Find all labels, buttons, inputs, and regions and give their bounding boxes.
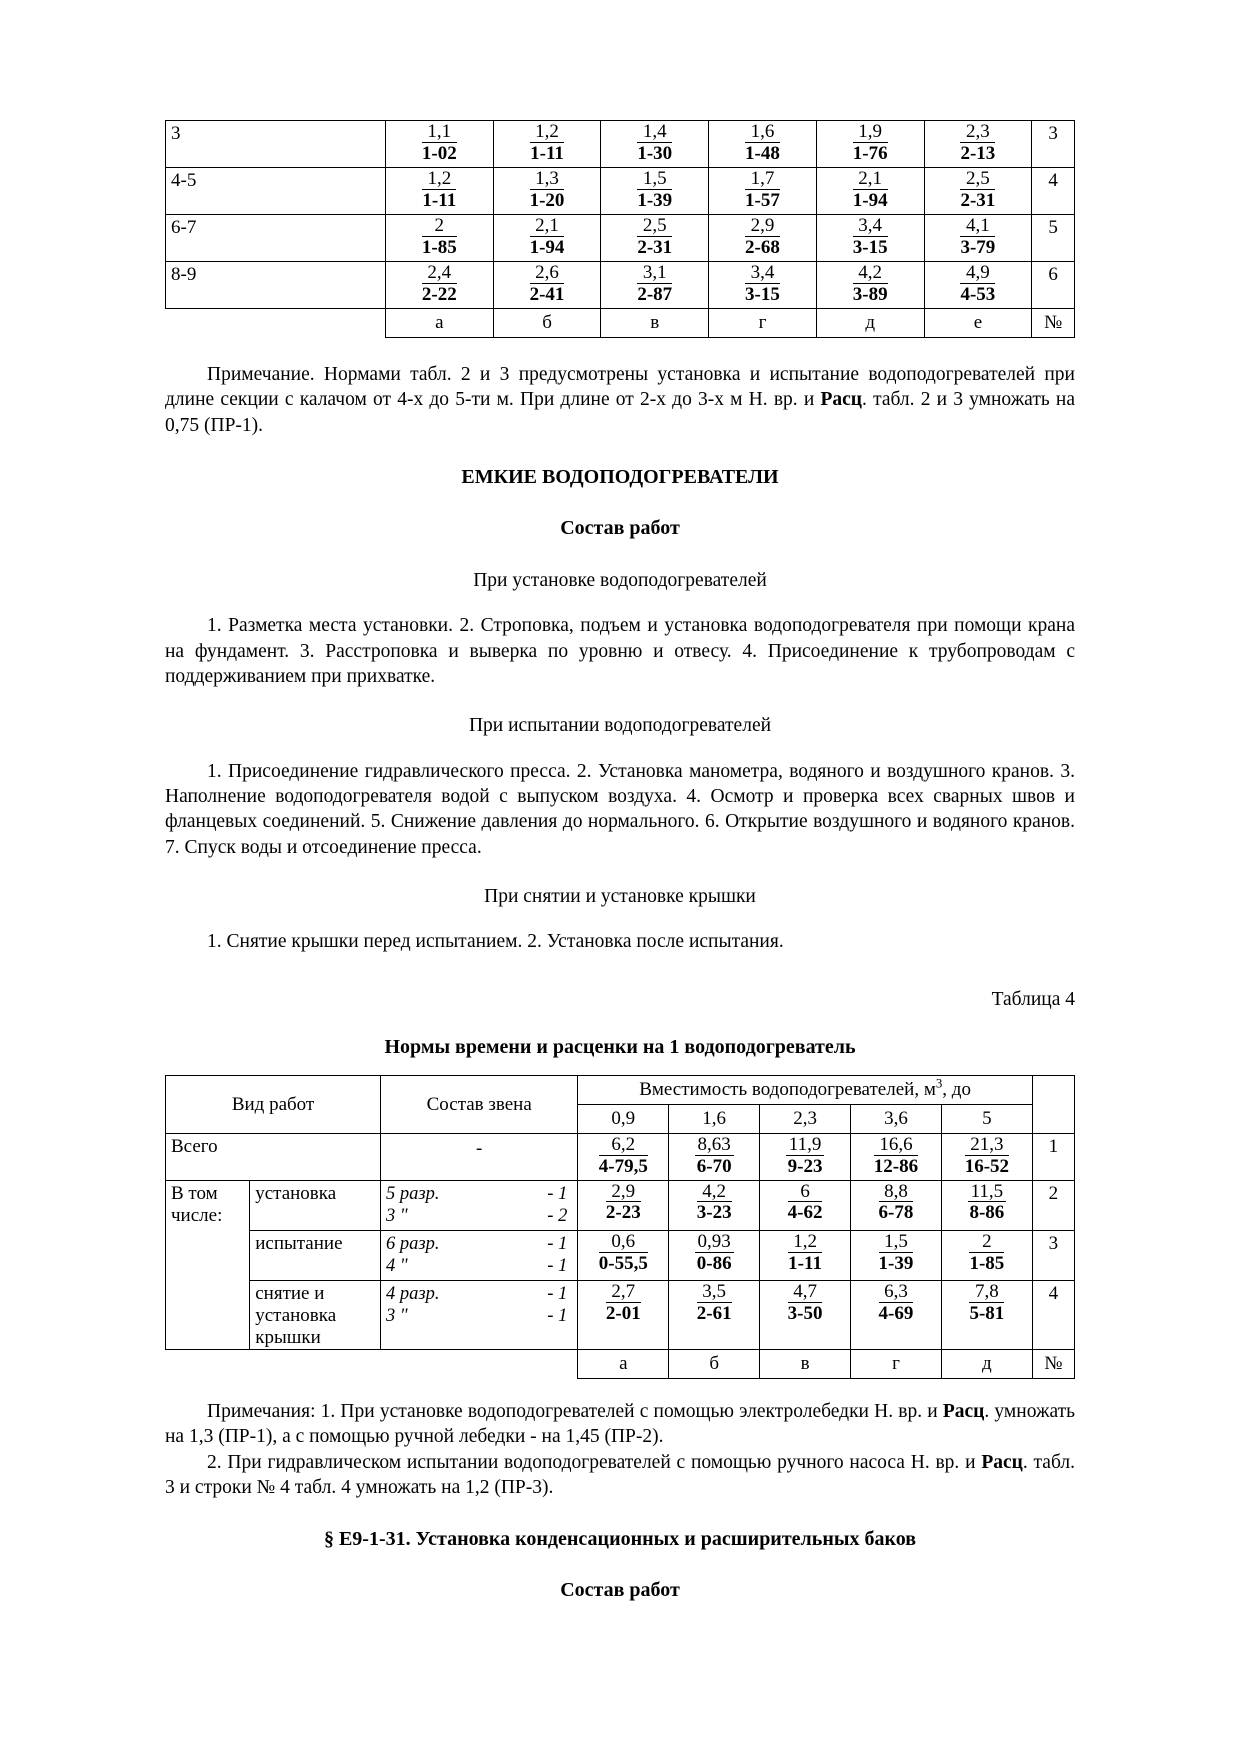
column-letter: в [760, 1349, 851, 1378]
crew-composition [381, 1180, 578, 1230]
time-norm: 1,9 [853, 122, 888, 143]
norm-fraction [745, 215, 780, 261]
norm-fraction [853, 168, 888, 214]
header-capacity: Вместимость водоподогревателей, $м^3$, до [578, 1076, 1033, 1105]
table-row [166, 121, 1075, 168]
norm-fraction [422, 121, 457, 167]
price-rate: 1-94 [529, 236, 565, 258]
price-rate: 1-48 [745, 142, 780, 164]
time-norm: 1,4 [637, 122, 672, 143]
table-cell [601, 215, 709, 262]
table-cell [924, 168, 1032, 215]
crew-grade: 4 " [386, 1256, 408, 1277]
price-rate: 3-15 [852, 236, 888, 258]
column-letter: д [816, 309, 924, 338]
norm-fraction [960, 168, 995, 214]
time-norm: 0,6 [599, 1232, 648, 1253]
column-letter: в [601, 309, 709, 338]
row-label: 3 [166, 121, 386, 168]
crew-line [386, 1255, 573, 1278]
superscript-3: 3 [935, 1075, 943, 1091]
crew-count: - 1 [547, 1256, 568, 1277]
table-cell [578, 1230, 669, 1280]
table-cell [924, 121, 1032, 168]
price-rate: 2-23 [605, 1202, 641, 1224]
table-row [166, 1134, 1075, 1181]
norm-fraction [530, 262, 565, 308]
subheading-testing: При испытании водоподогревателей [468, 715, 772, 737]
time-norm: 2,4 [422, 263, 457, 284]
table-cell [601, 168, 709, 215]
table-4 [165, 1075, 1075, 1379]
table-cell [385, 168, 493, 215]
table-cell [493, 262, 601, 309]
column-letter: б [493, 309, 601, 338]
subheading-installation: При установке водоподогревателей [473, 570, 767, 592]
price-rate: 0-55,5 [598, 1252, 648, 1274]
crew-count: - 1 [547, 1183, 568, 1204]
work-type: снятие и установка крышки [250, 1280, 381, 1349]
time-norm: 8,8 [879, 1182, 914, 1203]
price-rate: 9-23 [787, 1155, 823, 1177]
table-cell [669, 1134, 760, 1181]
column-letter: г [851, 1349, 942, 1378]
norm-fraction [530, 215, 565, 261]
crew-composition [381, 1230, 578, 1280]
norm-fraction [969, 1231, 1004, 1277]
norm-fraction [960, 215, 995, 261]
norm-fraction [530, 168, 565, 214]
time-norm: 3,5 [697, 1282, 732, 1303]
table-cell [851, 1280, 942, 1349]
norm-fraction [606, 1181, 641, 1227]
norm-fraction [745, 168, 780, 214]
norm-fraction [968, 1181, 1007, 1227]
time-norm: 2 [969, 1232, 1004, 1253]
price-rate: 6-78 [878, 1202, 914, 1224]
note2-a: 2. При гидравлическом испытании водоподогревателей с помощью ручного насоса Н. вр. и [207, 1451, 982, 1473]
price-rate: 1-39 [637, 189, 673, 211]
crew-dash: - [381, 1134, 578, 1181]
price-rate: 1-30 [637, 142, 673, 164]
time-norm: 2,1 [530, 216, 565, 237]
row-label: 4-5 [166, 168, 386, 215]
price-rate: 1-02 [421, 142, 457, 164]
crew-grade: 5 разр. [386, 1183, 440, 1204]
table-cell [709, 168, 817, 215]
table-cell [578, 1280, 669, 1349]
norm-fraction [960, 121, 995, 167]
norm-fraction [637, 121, 672, 167]
subheading-cover: При снятии и установке крышки [484, 886, 756, 908]
table-cell [709, 215, 817, 262]
price-rate: 2-31 [637, 236, 673, 258]
norm-fraction [853, 215, 888, 261]
row-label: 6-7 [166, 215, 386, 262]
time-norm: 3,4 [745, 263, 780, 284]
row-number: 5 [1032, 215, 1075, 262]
time-norm: 2,5 [960, 169, 995, 190]
price-rate: 3-23 [696, 1202, 732, 1224]
price-rate: 1-85 [421, 236, 457, 258]
norm-fraction [695, 1231, 734, 1277]
note1-rasc: Расц [942, 1400, 985, 1422]
row-number: 2 [1032, 1180, 1074, 1230]
norm-fraction [745, 262, 780, 308]
time-norm: 4,1 [960, 216, 995, 237]
price-rate: 1-94 [852, 189, 888, 211]
note1-c: . умножать [984, 1400, 1076, 1422]
table-cell [385, 121, 493, 168]
price-rate: 4-62 [787, 1202, 823, 1224]
price-rate: 3-79 [960, 236, 996, 258]
time-norm: 4,2 [853, 263, 888, 284]
norm-fraction [697, 1281, 732, 1327]
table-cell [941, 1180, 1032, 1230]
capacity-value: 3,6 [851, 1105, 942, 1134]
row-number: 1 [1032, 1134, 1074, 1181]
table-cell [851, 1180, 942, 1230]
note2-line2: 3 и строки № 4 табл. 4 умножать на 1,2 (ПР-3). [165, 1476, 554, 1498]
table-cell [578, 1180, 669, 1230]
crew-composition [381, 1280, 578, 1349]
table-row [166, 215, 1075, 262]
time-norm: 6,2 [599, 1135, 648, 1156]
norm-fraction [853, 121, 888, 167]
norm-fraction [530, 121, 564, 167]
note2-rasc: Расц [981, 1451, 1023, 1473]
note2-c: . табл. [1022, 1451, 1075, 1473]
table-cell [385, 215, 493, 262]
table-cell [851, 1230, 942, 1280]
norm-fraction [960, 262, 995, 308]
time-norm: 0,93 [695, 1232, 734, 1253]
norm-fraction [606, 1281, 641, 1327]
time-norm: 2,5 [637, 216, 672, 237]
norm-fraction [637, 262, 672, 308]
main-heading: ЕМКИЕ ВОДОПОДОГРЕВАТЕЛИ [461, 466, 779, 489]
header-sostav-zvena: Состав звена [381, 1076, 578, 1134]
row-number: 4 [1032, 1280, 1074, 1349]
table4-header-row-1 [166, 1076, 1075, 1105]
crew-count: - 1 [547, 1283, 568, 1304]
time-norm: 2,3 [960, 122, 995, 143]
norm-fraction [965, 1134, 1009, 1180]
price-rate: 2-61 [696, 1302, 732, 1324]
paragraph-cover: 1. Снятие крышки перед испытанием. 2. Установка после испытания. [207, 931, 784, 953]
crew-grade: 6 разр. [386, 1233, 440, 1254]
row-label: 8-9 [166, 262, 386, 309]
norm-fraction [874, 1134, 918, 1180]
column-letter-number: № [1032, 1349, 1074, 1378]
norm-fraction [745, 121, 780, 167]
time-norm: 6 [788, 1182, 823, 1203]
note-above-line1: Примечание. Нормами табл. 2 и 3 предусмотрены установка и испытание водоподогревателей при [207, 364, 1075, 385]
header-number-blank [1032, 1076, 1074, 1134]
norm-fraction [879, 1231, 914, 1277]
price-rate: 2-22 [421, 283, 457, 305]
time-norm: 1,5 [879, 1232, 914, 1253]
price-rate: 4-69 [878, 1302, 914, 1324]
table-cell [669, 1280, 760, 1349]
time-norm: 6,3 [879, 1282, 914, 1303]
time-norm: 2,9 [745, 216, 780, 237]
capacity-value: 5 [941, 1105, 1032, 1134]
column-letter: б [669, 1349, 760, 1378]
paragraph-installation: 1. Разметка места установки. 2. Строповка, подъем и установка водоподогревателя при помощи крана на фундамент. 3. Расстроповка и выверка по уровню и отвесу. 4. Присоединение к трубопроводам с поддерживанием при прихватке. [165, 615, 1075, 688]
row-number: 3 [1032, 1230, 1074, 1280]
price-rate: 3-50 [787, 1302, 823, 1324]
price-rate: 1-11 [530, 142, 564, 164]
table-cell [816, 121, 924, 168]
norm-fraction [697, 1181, 732, 1227]
row-label-total: Всего [166, 1134, 381, 1181]
letters-blank [166, 1349, 578, 1378]
price-rate: 2-01 [605, 1302, 641, 1324]
table-cell [493, 168, 601, 215]
sostav-rabot-heading-2: Состав работ [560, 1579, 680, 1602]
work-type: испытание [250, 1230, 381, 1280]
table-cell [760, 1280, 851, 1349]
time-norm: 8,63 [695, 1135, 734, 1156]
price-rate: 12-86 [873, 1155, 919, 1177]
table-cell [941, 1134, 1032, 1181]
row-number: 3 [1032, 121, 1075, 168]
norm-fraction [788, 1281, 823, 1327]
time-norm: 4,7 [788, 1282, 823, 1303]
norm-fraction [788, 1231, 822, 1277]
time-norm: 4,2 [697, 1182, 732, 1203]
time-norm: 11,5 [968, 1182, 1007, 1203]
price-rate: 4-79,5 [598, 1155, 648, 1177]
price-rate: 1-57 [745, 189, 780, 211]
notes-bottom-1 [165, 1399, 1075, 1450]
norm-fraction [969, 1281, 1004, 1327]
table-cell [816, 215, 924, 262]
norm-fraction [695, 1134, 734, 1180]
price-rate: 16-52 [964, 1155, 1010, 1177]
table-cell [941, 1280, 1032, 1349]
crew-line [386, 1183, 573, 1206]
norm-fraction [637, 168, 672, 214]
crew-line [386, 1283, 573, 1306]
price-rate: 2-13 [960, 142, 996, 164]
table-cell [760, 1134, 851, 1181]
table4-caption: Таблица 4 [991, 988, 1075, 1010]
time-norm: 1,7 [745, 169, 780, 190]
crew-count: - 1 [547, 1306, 568, 1327]
time-norm: 3,1 [637, 263, 672, 284]
column-letter-number: № [1032, 309, 1075, 338]
time-norm: 1,1 [422, 122, 457, 143]
note-above-line2c: . табл. 2 и 3 умножать на [862, 389, 1076, 411]
row-number: 6 [1032, 262, 1075, 309]
table-cell [851, 1134, 942, 1181]
price-rate: 2-87 [637, 283, 673, 305]
table-row [166, 1180, 1075, 1230]
column-letter: е [924, 309, 1032, 338]
table-cell [669, 1180, 760, 1230]
capacity-value: 0,9 [578, 1105, 669, 1134]
table-row [166, 1280, 1075, 1349]
paragraph-testing: 1. Присоединение гидравлического пресса. 2. Установка манометра, водяного и воздушного кранов. 3. Наполнение водоподогревателя водой с выпуском воздуха. 4. Осмотр и проверка всех сварных швов и фланцевых соединений. 5. Снижение давления до нормального. 6. Открытие воздушного и водяного кранов. 7. Спуск воды и отсоединение пресса. [165, 760, 1075, 858]
time-norm: 2,1 [853, 169, 888, 190]
time-norm: 11,9 [786, 1135, 825, 1156]
column-letter: г [709, 309, 817, 338]
crew-grade: 3 " [386, 1306, 408, 1327]
capacity-value: 2,3 [760, 1105, 851, 1134]
note-above [165, 362, 1075, 438]
row-number: 4 [1032, 168, 1075, 215]
crew-grade: 4 разр. [386, 1283, 440, 1304]
crew-count: - 1 [547, 1233, 568, 1254]
price-rate: 5-81 [969, 1302, 1005, 1324]
table-cell [760, 1230, 851, 1280]
price-rate: 3-15 [745, 283, 780, 305]
norm-fraction [422, 168, 456, 214]
crew-grade: 3 " [386, 1206, 408, 1227]
norm-fraction [879, 1281, 914, 1327]
table-row [166, 168, 1075, 215]
norm-fraction [788, 1181, 823, 1227]
time-norm: 2 [422, 216, 457, 237]
time-norm: 16,6 [874, 1135, 918, 1156]
price-rate: 1-85 [969, 1252, 1005, 1274]
price-rate: 1-20 [529, 189, 565, 211]
price-rate: 1-11 [422, 189, 457, 211]
table-cell [816, 262, 924, 309]
column-letter: д [941, 1349, 1032, 1378]
column-letter: а [385, 309, 493, 338]
row-label-included: В том числе: [166, 1180, 250, 1349]
price-rate: 6-70 [696, 1155, 732, 1177]
price-rate: 1-76 [852, 142, 888, 164]
crew-count: - 2 [547, 1206, 568, 1227]
price-rate: 0-86 [696, 1252, 732, 1274]
notes-bottom-2 [165, 1450, 1075, 1501]
price-rate: 2-41 [529, 283, 565, 305]
price-rate: 8-86 [969, 1202, 1005, 1224]
price-rate: 3-89 [852, 283, 888, 305]
time-norm: 2,9 [606, 1182, 641, 1203]
time-norm: 1,2 [530, 122, 564, 143]
table-cell [924, 215, 1032, 262]
norm-fraction [422, 215, 457, 261]
sostav-rabot-heading: Состав работ [560, 517, 680, 540]
note1-a: Примечания: 1. При установке водоподогревателей с помощью электролебедки Н. вр. и [207, 1400, 943, 1422]
header-vid-rabot: Вид работ [166, 1076, 381, 1134]
time-norm: 21,3 [965, 1135, 1009, 1156]
price-rate: 1-39 [878, 1252, 914, 1274]
time-norm: 1,6 [745, 122, 780, 143]
time-norm: 3,4 [853, 216, 888, 237]
time-norm: 2,7 [606, 1282, 641, 1303]
norm-fraction [786, 1134, 825, 1180]
time-norm: 1,2 [422, 169, 456, 190]
table-cell [578, 1134, 669, 1181]
norm-fraction [853, 262, 888, 308]
price-rate: 2-31 [960, 189, 996, 211]
time-norm: 4,9 [960, 263, 995, 284]
norm-fraction [422, 262, 457, 308]
note-above-line3: 0,75 (ПР-1). [165, 414, 264, 436]
table-cell [924, 262, 1032, 309]
section-heading: § Е9-1-31. Установка конденсационных и расширительных баков [323, 1528, 917, 1551]
table-cell [493, 121, 601, 168]
note-above-rasc: Расц [820, 389, 863, 411]
price-rate: 4-53 [960, 283, 996, 305]
table-cell [941, 1230, 1032, 1280]
table-row [166, 1230, 1075, 1280]
table-3-continued [165, 120, 1075, 338]
time-norm: 1,5 [637, 169, 672, 190]
table-cell [601, 262, 709, 309]
note-above-line2a: длине секции с калачом от 4-х до 5-ти м. При длине от 2-х до 3-х м Н. вр. и [165, 389, 821, 411]
norm-fraction [599, 1134, 648, 1180]
norm-fraction [637, 215, 672, 261]
table-cell [709, 121, 817, 168]
capacity-value: 1,6 [669, 1105, 760, 1134]
table-cell [760, 1180, 851, 1230]
letters-blank [166, 309, 386, 338]
table4-title: Нормы времени и расценки на 1 водоподогреватель [384, 1036, 856, 1059]
table-cell [816, 168, 924, 215]
column-letters-row [166, 1349, 1075, 1378]
column-letter: а [578, 1349, 669, 1378]
crew-line [386, 1233, 573, 1256]
work-type: установка [250, 1180, 381, 1230]
table-row [166, 262, 1075, 309]
time-norm: 2,6 [530, 263, 565, 284]
price-rate: 1-11 [788, 1252, 822, 1274]
note1-line2: на 1,3 (ПР-1), а с помощью ручной лебедки - на 1,45 (ПР-2). [165, 1426, 664, 1448]
time-norm: 1,3 [530, 169, 565, 190]
table-cell [493, 215, 601, 262]
norm-fraction [879, 1181, 914, 1227]
table-cell [709, 262, 817, 309]
time-norm: 7,8 [969, 1282, 1004, 1303]
crew-line [386, 1305, 573, 1328]
table-cell [601, 121, 709, 168]
table-cell [669, 1230, 760, 1280]
column-letters-row [166, 309, 1075, 338]
norm-fraction [599, 1231, 648, 1277]
price-rate: 2-68 [745, 236, 780, 258]
time-norm: 1,2 [788, 1232, 822, 1253]
table-cell [385, 262, 493, 309]
crew-line [386, 1205, 573, 1228]
